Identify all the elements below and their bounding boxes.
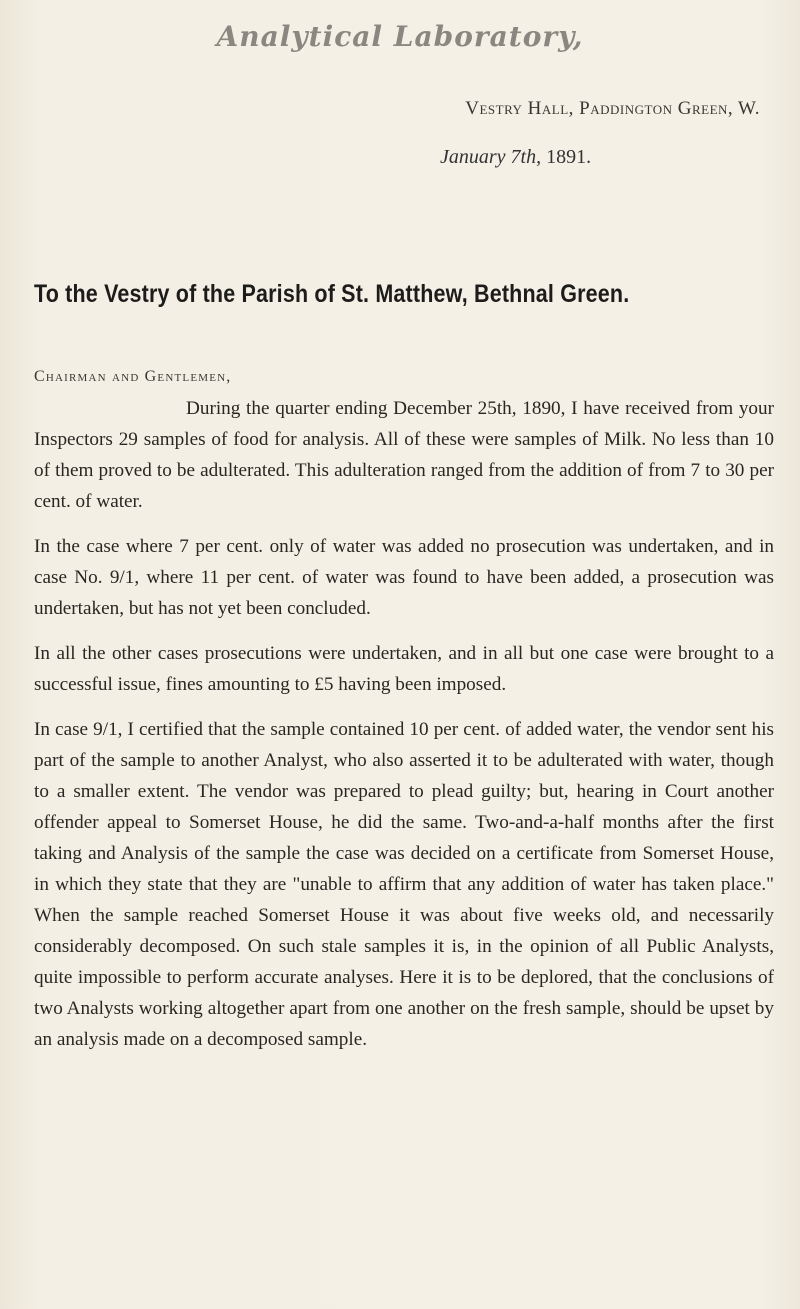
salutation: Chairman and Gentlemen, [34,368,232,385]
date-year: 1891. [546,146,592,168]
letter-body [34,393,774,1069]
address-line: Vestry Hall, Paddington Green, W. [465,98,760,119]
paragraph-3: In all the other cases prosecutions were undertaken, and in all but one case were brought to a successful issue, fines amounting to £5 having been imposed. [34,643,774,695]
addressee-heading: To the Vestry of the Parish of St. Matthew, Bethnal Green. [34,280,630,308]
laboratory-heading: Analytical Laboratory, [216,20,584,53]
date-month-day: January 7th, [440,146,542,168]
letter-date [440,146,591,169]
paragraph-1: During the quarter ending December 25th, 1890, I have received from your Inspectors 29 samples of food for analysis. All of these were samples of Milk. No less than 10 of them proved to be adulterated. This adulteration ranged from the addition of from 7 to 30 per cent. of water. [34,398,774,512]
paragraph-4: In case 9/1, I certified that the sample contained 10 per cent. of added water, the vendor sent his part of the sample to another Analyst, who also asserted it to be adulterated with water, though to a smaller extent. The vendor was prepared to plead guilty; but, hearing in Court another offender appeal to Somerset House, he did the same. Two-and-a-half months after the first taking and Analysis of the sample the case was decided on a certificate from Somerset House, in which they state that they are "unable to affirm that any addition of water has taken place." When the sample reached Somerset House it was about five weeks old, and necessarily considerably decomposed. On such stale samples it is, in the opinion of all Public Analysts, quite impossible to perform accurate analyses. Here it is to be deplored, that the conclusions of two Analysts working altogether apart from one another on the fresh sample, should be upset by an analysis made on a decomposed sample. [34,719,774,1050]
paragraph-2: In the case where 7 per cent. only of water was added no prosecution was undertaken, and in case No. 9/1, where 11 per cent. of water was found to have been added, a prosecution was undertaken, but has not yet been concluded. [34,536,774,619]
